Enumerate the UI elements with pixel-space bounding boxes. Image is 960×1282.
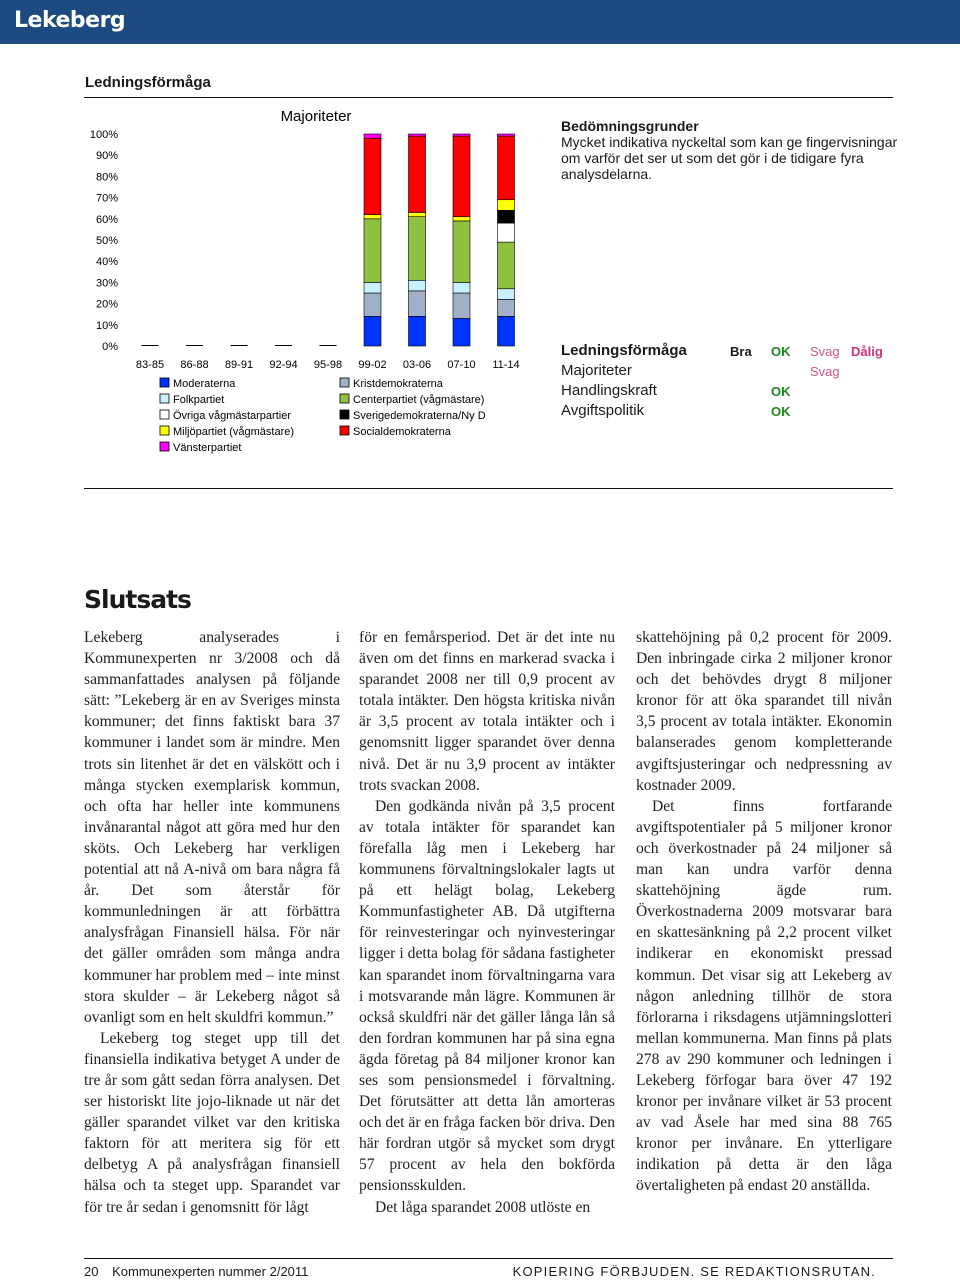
- y-tick-label: 100%: [89, 129, 118, 141]
- paragraph: Det finns fortfarande avgiftspotentialer på 5 miljoner kronor och överkostnader på 24 miljoner så man kan undra varför denna skattehöjning ägde rum. Överkostnaderna 2009 motsvarar bara en skattesänkning på 2,2 procent vilket indikerar en ekonomiskt pressad kommun. Det visar sig att Lekeberg av någon anledning tillhör de stora förlorarna i riksdagens utjämningslotteri mellan kommunerna. Man finns på plats 278 av 290 kommuner och ledningen i Lekeberg förfogar bara över 47 192 kronor per invånare vilket är 53 procent av vad Åsele har med sina 88 765 kronor per invånare. En ytterligare indikation på detta är den låga övertaligheten på endast 20 anställda.: [636, 797, 892, 1195]
- paragraph: skattehöjning på 0,2 procent för 2009. Den inbringade cirka 2 miljoner kronor och det behövdes drygt 8 miljoner kronor för att öka sparandet till nivån 3,5 procent av totala intäkter. Ekonomin balanserades genom kompletterande avgiftsjusteringar och nedpressning av kostnader 2009.: [636, 629, 892, 794]
- legend-label: Övriga vågmästarpartier: [173, 410, 291, 422]
- bar-segment: [409, 291, 426, 316]
- scale-ok: OK: [771, 344, 791, 359]
- bar-segment: [364, 134, 381, 138]
- x-tick-label: 89-91: [224, 359, 254, 371]
- y-tick-label: 90%: [95, 150, 118, 163]
- bar-segment: [498, 210, 515, 223]
- legend-label: Sverigedemokraterna/Ny D: [353, 410, 486, 422]
- x-tick-label: 03-06: [402, 359, 432, 371]
- legend-label: Miljöpartiet (vågmästare): [173, 426, 295, 438]
- scale-svag: Svag: [810, 344, 840, 359]
- x-tick-label: 11-14: [492, 359, 520, 371]
- paragraph: Den godkända nivån på 3,5 procent av totala intäkter för sparandet kan förefalla låg men i Lekeberg har kommunens förvaltningslokaler lagts ut på ett helägt bolag, Lekeberg Kommunfastigheter AB. Då utgifterna för reinvesteringar och nyinvesteringar ligger i detta bolag för sådana fastigheter kan sparandet inom förvaltningarna vara i motsvarande mån lägre. Kommunen är också skuldfri när det gäller långa lån så den fordran kommunen har på sina egna ägda företag på 84 miljoner kronor kan ses som pensionsmedel i förvaltning. Det förutsätter att detta lån amorteras och det är en fråga facken bör driva. Den här fordran utgör så mycket som drygt 57 procent av hela den bokförda pensionsskulden.: [359, 797, 615, 1195]
- rating-grade: OK: [771, 404, 791, 419]
- bar-segment: [409, 280, 426, 291]
- legend-swatch: [160, 378, 169, 387]
- legend-swatch: [340, 394, 349, 403]
- rating-row: [561, 402, 891, 422]
- legend-label: Moderaterna: [173, 378, 236, 390]
- x-tick-label: 99-02: [358, 359, 387, 371]
- bar-segment: [453, 282, 470, 293]
- x-tick-label: 83-85: [135, 359, 165, 371]
- legend-swatch: [160, 442, 169, 451]
- bar-segment: [498, 289, 515, 300]
- criteria-box: [561, 118, 901, 182]
- bar-segment: [498, 316, 515, 346]
- bar-segment: [453, 217, 470, 221]
- legend-swatch: [340, 426, 349, 435]
- rating-grade: OK: [771, 384, 791, 399]
- rating-table: [561, 342, 891, 422]
- legend-swatch: [160, 426, 169, 435]
- majority-chart: [0, 100, 530, 470]
- text-column-3: [636, 627, 892, 1197]
- paragraph: Lekeberg analyserades i Kommunexperten nr 3/2008 och då sammanfattades analysen på följande sätt: ”Lekeberg är en av Sveriges minsta kommuner; det finns faktiskt bara 37 kommuner i landet som är mindre. Men trots sin litenhet är det en välskött och i många stycken exemplarisk kommun, och ofta har heller inte kommunens invånarantal något att göra med hur den sköts. Och Lekeberg har verkligen potential att nå A-nivå om bara några få år. Det som återstår för kommunledningen är att förbättra analysfrågan Finansiell hälsa. För när det gäller områden som många andra kommuner har problem med – inte minst stora skulder – är Lekeberg något så ovanligt som en helt skuldfri kommun.”: [84, 629, 340, 1026]
- y-tick-label: 10%: [95, 319, 118, 332]
- y-tick-label: 60%: [95, 213, 118, 226]
- scale-bra: Bra: [730, 344, 752, 359]
- criteria-text: Mycket indikativa nyckeltal som kan ge fingervisningar om varför det ser ut som det gör i de tidigare fyra analysdelarna.: [561, 134, 898, 182]
- bar-segment: [364, 293, 381, 316]
- conclusion-title: Slutsats: [84, 585, 191, 614]
- bar-segment: [498, 136, 515, 200]
- page-title: Lekeberg: [14, 8, 126, 33]
- bar-segment: [364, 219, 381, 283]
- paragraph: för en femårsperiod. Det är det inte nu även om det finns en markerad svacka i sparandet 2008 ner till 0,9 procent av totala intäkter. Den högsta kritiska nivån är 3,5 procent av totala intäkter och i genomsnitt ligger sparandet över denna nivå. Det är nu 3,9 procent av intäkter trots svackan 2008.: [359, 629, 615, 794]
- bar-segment: [498, 223, 515, 242]
- x-tick-label: 92-94: [269, 359, 298, 371]
- bar-segment: [453, 293, 470, 318]
- chart-title: Majoriteter: [280, 108, 352, 125]
- x-tick-label: 07-10: [447, 359, 476, 371]
- bar-segment: [409, 212, 426, 216]
- bar-segment: [453, 134, 470, 136]
- rating-grade: Svag: [810, 364, 840, 379]
- text-column-1: [84, 627, 340, 1218]
- legend-label: Folkpartiet: [173, 394, 225, 406]
- section-divider-top: [84, 97, 893, 98]
- bar-segment: [364, 138, 381, 214]
- legend-swatch: [340, 378, 349, 387]
- y-tick-label: 30%: [95, 277, 118, 290]
- y-tick-label: 80%: [95, 171, 118, 184]
- x-tick-label: 86-88: [180, 359, 209, 371]
- y-tick-label: 50%: [95, 235, 118, 247]
- legend-label: Centerpartiet (vågmästare): [353, 394, 485, 406]
- bar-segment: [498, 299, 515, 316]
- rating-row: [561, 382, 891, 402]
- bar-segment: [409, 217, 426, 281]
- bar-segment: [498, 242, 515, 289]
- majority-chart-svg: [0, 100, 530, 465]
- legend-swatch: [340, 410, 349, 419]
- footer-left: [84, 1264, 308, 1279]
- legend-label: Vänsterpartiet: [173, 442, 242, 454]
- rating-heading: Ledningsförmåga: [561, 342, 687, 359]
- bar-segment: [364, 316, 381, 346]
- bar-segment: [364, 215, 381, 219]
- legend-swatch: [160, 410, 169, 419]
- y-tick-label: 40%: [95, 256, 118, 269]
- rating-label: Handlingskraft: [561, 382, 657, 399]
- bar-segment: [498, 200, 515, 211]
- copyright-notice: KOPIERING FÖRBJUDEN. SE REDAKTIONSRUTAN.: [512, 1264, 876, 1279]
- section-divider-bottom: [84, 488, 893, 489]
- bar-segment: [364, 282, 381, 293]
- legend-label: Kristdemokraterna: [353, 378, 443, 390]
- bar-segment: [453, 221, 470, 282]
- rating-header-row: [561, 342, 891, 362]
- rating-label: Avgiftspolitik: [561, 402, 645, 419]
- y-tick-label: 70%: [95, 192, 118, 205]
- legend-swatch: [160, 394, 169, 403]
- header-banner: [0, 0, 960, 44]
- section-title: Ledningsförmåga: [85, 74, 211, 91]
- paragraph: Det låga sparandet 2008 utlöste en: [375, 1198, 591, 1216]
- bar-segment: [409, 136, 426, 212]
- x-tick-label: 95-98: [313, 359, 343, 371]
- footer-divider: [84, 1258, 893, 1259]
- bar-segment: [453, 318, 470, 346]
- y-tick-label: 20%: [95, 298, 118, 311]
- criteria-heading: Bedömningsgrunder: [561, 118, 699, 134]
- publication-name: Kommunexperten nummer 2/2011: [112, 1264, 309, 1279]
- scale-dalig: Dålig: [851, 344, 883, 359]
- legend-label: Socialdemokraterna: [353, 426, 451, 438]
- text-column-2: [359, 627, 615, 1218]
- bar-segment: [409, 316, 426, 346]
- bar-segment: [498, 134, 515, 136]
- bar-segment: [409, 134, 426, 136]
- rating-row: [561, 362, 891, 382]
- rating-label: Majoriteter: [561, 362, 632, 379]
- y-tick-label: 0%: [102, 341, 118, 353]
- bar-segment: [453, 136, 470, 217]
- paragraph: Lekeberg tog steget upp till det finansiella indikativa betyget A under de tre år som gått sedan förra analysen. Det ser historiskt lite jojo-liknade ut när det gäller sparandet vilket var den kritiska faktorn för att meritera sig för ett delbetyg A på analysfrågan finansiell hälsa och ta steget upp. Sparandet var för tre år sedan i genomsnitt för lågt: [84, 1029, 340, 1216]
- page-number: 20: [84, 1264, 99, 1279]
